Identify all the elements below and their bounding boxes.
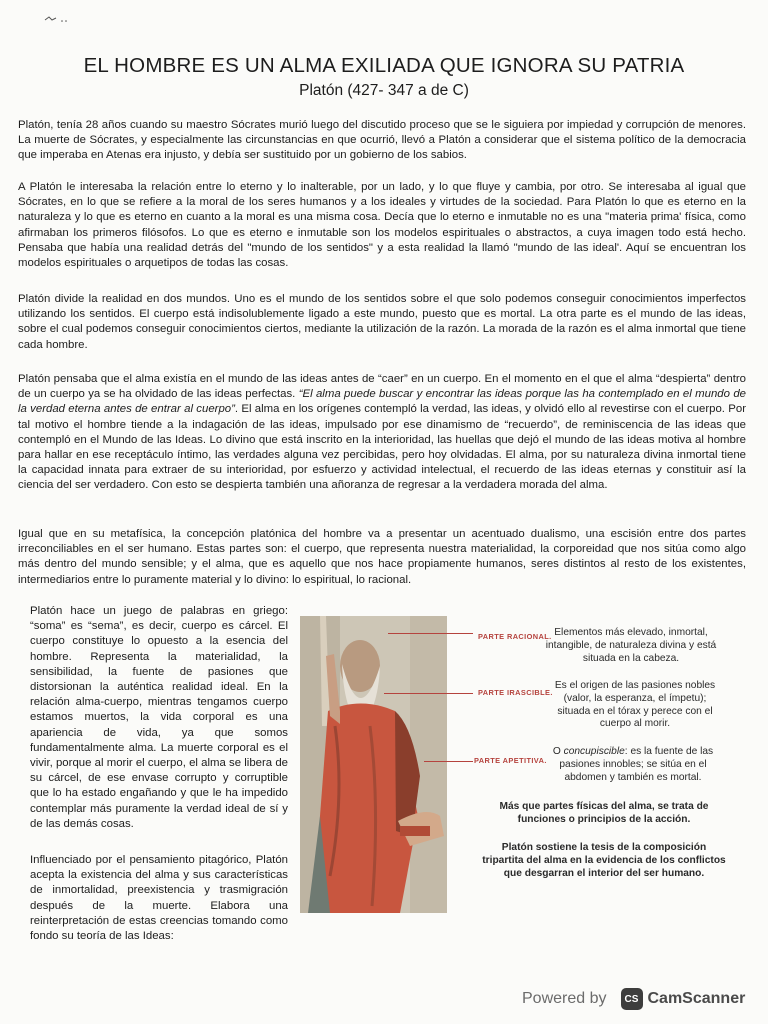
leader-line-racional (388, 633, 473, 634)
label-parte-racional: PARTE RACIONAL. (478, 632, 552, 641)
page-title: EL HOMBRE ES UN ALMA EXILIADA QUE IGNORA SU PATRIA (83, 54, 685, 77)
paragraph-7: Influenciado por el pensamiento pitagórico, Platón acepta la existencia del alma y sus características de inmortalidad, preexistencia y trasmigración después de la muerte. Elabora una reinterpretación de estas creencias tomando como fondo su teoría de las Ideas: (30, 854, 288, 943)
paragraph-4-quote: “El alma puede buscar y encontrar las ideas porque las ha contemplado en el mundo de la verdad eterna antes de entrar al cuerpo” (18, 388, 746, 416)
note-summary-functions: Más que partes físicas del alma, se trata de funciones o principios de la acción. (499, 801, 709, 825)
plato-illustration (300, 616, 447, 913)
leader-line-apetitiva (424, 761, 473, 762)
paragraph-4-part-b: . El alma en los orígenes contempló la verdad, las ideas, y olvidó ello al revestirse con el cuerpo. Por tal motivo el hombre tiende a la indagación de las ideas, impulsado por ese dinamismo de “recuerdo”, de reminiscencia de las ideas que contempló en el Mundo de las Ideas. Lo divino que está inscrito en la interioridad, las huellas que dejó el mundo de las ideas motiva al hombre para hallar en ese receptáculo íntimo, las verdades alguna vez percibidas, pero hoy olvidadas. El alma, por su naturaleza divina inmortal tiene la capacidad innata para extraer de su interioridad, por esfuerzo y actividad intelectual, el recuerdo de las ideas eternas y constituir así la ciencia del ser verdadero. Con esto se despierta también una añoranza de regresar a la verdadera morada del alma. (18, 403, 746, 492)
paragraph-1: Platón, tenía 28 años cuando su maestro Sócrates murió luego del discutido proceso que se le siguiera por impiedad y corrupción de menores. La muerte de Sócrates, y especialmente las circunstancias en que ocurrió, llevó a Platón a considerar que el sistema político de la democracia que imperaba en Atenas era injusto, y debía ser sustituido por un gobierno de los sabios. (18, 119, 746, 162)
camscanner-brand: CamScanner (647, 990, 746, 1007)
leader-line-irascible (384, 693, 473, 694)
paragraph-4 (18, 372, 746, 494)
paragraph-3: Platón divide la realidad en dos mundos. Uno es el mundo de los sentidos sobre el que solo podemos conseguir conocimientos imperfectos utilizando los sentidos. El cuerpo está indisolublemente ligado a este mundo, puesto que es mortal. La otra parte es el mundo de las ideas, sobre el cual podemos conseguir conocimientos ciertos, mediante la utilización de la razón. La morada de la razón es el alma inmortal que tiene cada hombre. (18, 293, 746, 351)
paragraph-6: Platón hace un juego de palabras en griego: “soma” es “sema”, es decir, cuerpo es cárcel. El cuerpo constituye lo opuesto a la esencia del hombre. Representa la materialidad, la sensibilidad, la fuente de pasiones que distorsionan la auténtica realidad ideal. En la relación alma-cuerpo, mientras tengamos cuerpo estamos muertos, la vida corporal es una apariencia de vida, ya que somos fundamentalmente alma. La muerte corporal es el vivir, porque al morir el cuerpo, el alma se libera de su cárcel, de ese envase corrupto y corruptible que lo ha estado engañando y que le ha impedido contemplar más puramente la verdad ideal de sí y de las demás cosas. (30, 605, 288, 830)
note-irascible: Es el origen de las pasiones nobles (valor, la esperanza, el ímpetu); situada en el tórax y perece con el cuerpo al morir. (554, 680, 716, 730)
scan-artifact-mark (44, 14, 68, 24)
camscanner-footer (522, 984, 745, 1014)
camscanner-logo-icon: CS (621, 988, 643, 1010)
note-summary-tripartite: Platón sostiene la tesis de la composición tripartita del alma en la evidencia de los conflictos que desgarran el interior del ser humano. (482, 842, 726, 879)
label-parte-apetitiva: PARTE APETITIVA. (474, 756, 547, 765)
paragraph-5: Igual que en su metafísica, la concepción platónica del hombre va a presentar un acentuado dualismo, una escisión entre dos partes irreconciliables en el ser humano. Estas partes son: el cuerpo, que representa nuestra materialidad, la corporeidad que nos sitúa como algo más dentro del mundo sensible; y el alma, que es aquello que nos hace propiamente humanos, seres distintos al resto de los existentes, intermediarios entre lo puramente material y lo divino: lo espiritual, lo racional. (18, 528, 746, 586)
paragraph-4-part-a: Platón pensaba que el alma existía en el mundo de las ideas antes de “caer” en un cuerpo. En el momento en el que el alma “despierta” dentro de un cuerpo ya se ha olvidado de las ideas perfectas. (18, 373, 746, 401)
note-racional: Elementos más elevado, inmortal, intangible, de naturaleza divina y está situada en la cabeza. (545, 627, 717, 664)
note-apetitiva-prefix: O (552, 746, 564, 757)
note-apetitiva-term: concupiscible (563, 746, 625, 757)
label-parte-irascible: PARTE IRASCIBLE. (478, 688, 553, 697)
page-subtitle: Platón (427- 347 a de C) (299, 82, 469, 99)
note-apetitiva-rest: : es la fuente de las pasiones innobles; se sitúa en el abdomen y también es mortal. (559, 746, 714, 783)
paragraph-2: A Platón le interesaba la relación entre lo eterno y lo inalterable, por un lado, y lo que fluye y cambia, por otro. Se interesaba al igual que Sócrates, en lo que se refiere a la moral de los seres humanos y a los ideales y virtudes de la sociedad. Para Platón lo que es eterno en la naturaleza y lo que es eterno en cuanto a la moral es una misma cosa. Decía que lo eterno e inmutable no es una "materia prima' física, como afirmaban los primeros filósofos. Lo que es eterno e inmutable son los modelos espirituales o abstractos, a cuya imagen todo está hecho. Pensaba que había una realidad detrás del "mundo de los sentidos" y a esta realidad la llamó "mundo de las ideal'. Aquí se encuentran los modelos espirituales o arquetipos de todas las cosas. (18, 181, 746, 270)
note-apetitiva (540, 746, 726, 784)
powered-by-text: Powered by (522, 990, 607, 1007)
